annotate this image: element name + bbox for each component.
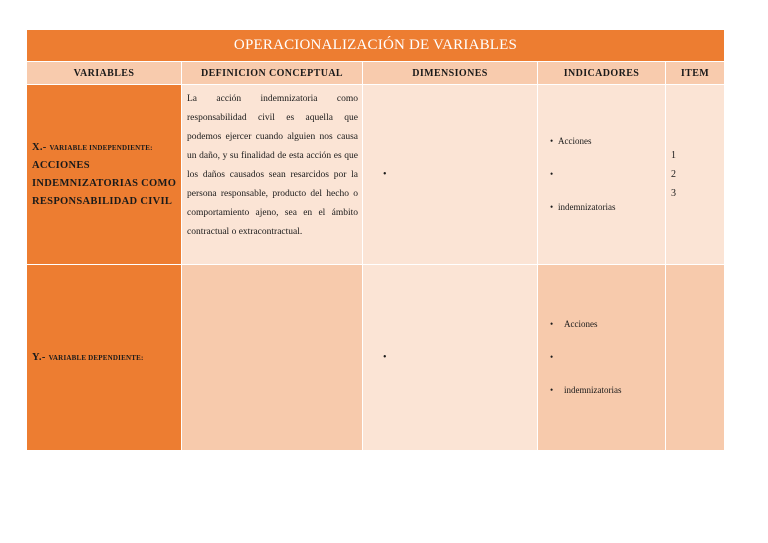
definition-x-cell (182, 85, 363, 265)
variable-x-name-line: INDEMNIZATORIAS COMO (32, 177, 177, 189)
bullet-icon: • (550, 352, 554, 362)
indicator-x-item (550, 125, 665, 158)
indicator-y-item (550, 341, 665, 374)
indicators-x-cell (538, 85, 666, 265)
dimension-x-bullet: • (383, 169, 387, 180)
bullet-icon: • (550, 202, 554, 212)
dimension-x-cell (363, 85, 538, 265)
table-row-x (27, 85, 725, 265)
items-y-cell (666, 265, 725, 451)
indicator-y-text: indemnizatorias (564, 385, 622, 395)
indicator-x-item (550, 158, 665, 191)
header-variables: VARIABLES (27, 62, 182, 85)
variable-y-prefix: Y.- (32, 351, 46, 363)
definition-y-cell (182, 265, 363, 451)
variable-x-type: VARIABLE INDEPENDIENTE: (49, 143, 153, 152)
variable-x-name-line: ACCIONES (32, 159, 90, 171)
item-x-number: 2 (671, 169, 676, 180)
header-row (27, 62, 725, 85)
operacionalizacion-table (26, 29, 725, 451)
variable-x-cell (27, 85, 182, 265)
variable-y-cell (27, 265, 182, 451)
table-title: OPERACIONALIZACIÓN DE VARIABLES (27, 30, 725, 62)
variable-x-prefix: X.- (32, 141, 47, 153)
title-row (27, 30, 725, 62)
indicator-x-item (550, 191, 665, 224)
bullet-icon: • (550, 169, 554, 179)
variable-x-name-line: RESPONSABILIDAD CIVIL (32, 195, 173, 207)
header-indicadores: INDICADORES (538, 62, 666, 85)
variable-y-type: VARIABLE DEPENDIENTE: (48, 353, 144, 362)
item-x-number: 1 (671, 150, 676, 161)
header-dimensiones: DIMENSIONES (363, 62, 538, 85)
items-x-cell (666, 85, 725, 265)
operacionalizacion-table-wrapper (26, 29, 724, 451)
variable-y-label (32, 349, 181, 367)
variable-x-label (32, 139, 181, 157)
table-row-y (27, 265, 725, 451)
bullet-icon: • (550, 136, 554, 146)
indicator-y-item (550, 308, 665, 341)
dimension-y-cell (363, 265, 538, 451)
bullet-icon: • (550, 319, 554, 329)
indicator-x-text: Acciones (558, 136, 592, 146)
definition-x-text: La acción indemnizatoria como responsabilidad civil es aquella que podemos ejercer cuando alguien nos causa un daño, y su finalidad de esta acción es que los daños causados sean resarcidos por la persona responsable, producto del hecho o comportamiento ajeno, sea en el ámbito contractual o extracontractual. (187, 94, 358, 237)
item-x-number: 3 (671, 188, 676, 199)
indicator-x-text: indemnizatorias (558, 202, 616, 212)
bullet-icon: • (550, 385, 554, 395)
indicators-y-cell (538, 265, 666, 451)
header-item: ITEM (666, 62, 725, 85)
indicator-y-item (550, 374, 665, 407)
dimension-y-bullet: • (383, 352, 387, 363)
header-definicion: DEFINICION CONCEPTUAL (182, 62, 363, 85)
indicator-y-text: Acciones (564, 319, 598, 329)
